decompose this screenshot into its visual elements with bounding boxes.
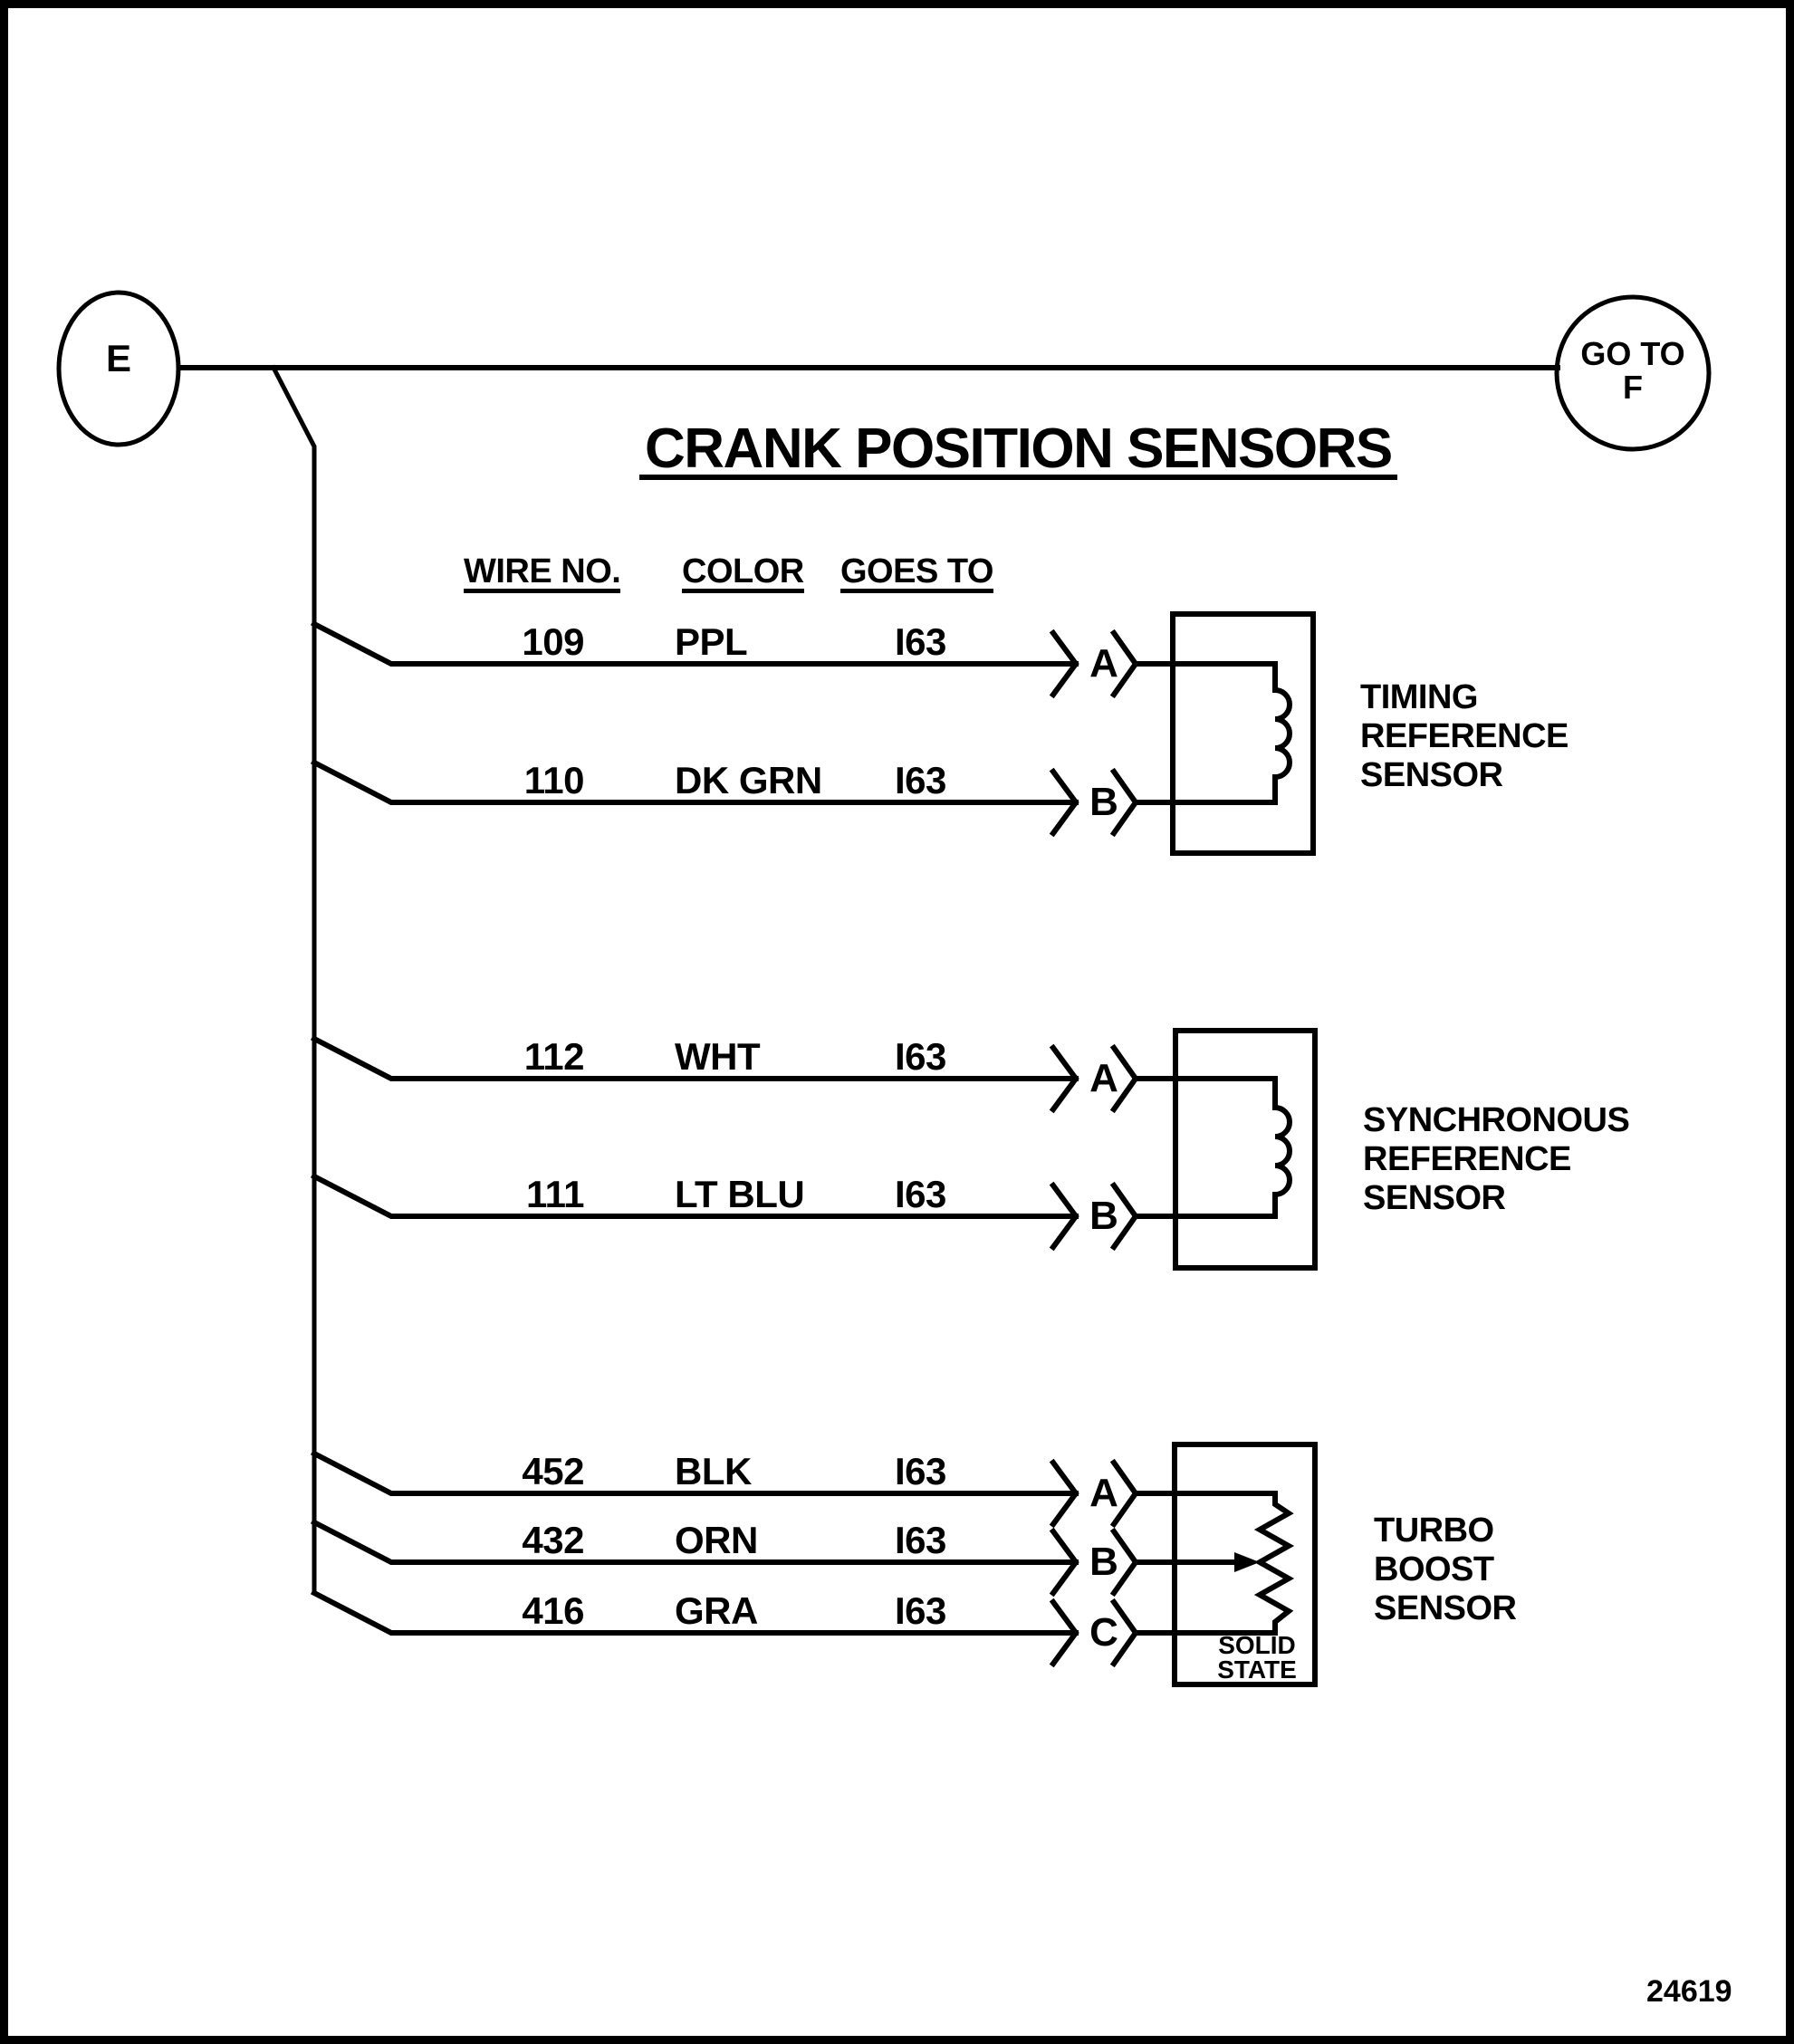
sensor-name-line: TURBO (1374, 1511, 1494, 1550)
header-wire-no: WIRE NO. (464, 554, 620, 593)
wire-number: 110 (523, 759, 584, 801)
sensor-name-line: SENSOR (1374, 1589, 1517, 1627)
node-e-label: E (105, 337, 131, 379)
wire-goes-to: I63 (895, 1035, 946, 1078)
pin-letter: A (1089, 1056, 1118, 1100)
turbo-sensor-wiper-arrowhead (1234, 1552, 1260, 1572)
sensor-name-line: TIMING (1360, 678, 1478, 716)
wire-number: 432 (522, 1519, 584, 1561)
header-goes-to: GOES TO (840, 554, 993, 593)
wire-goes-to: I63 (895, 759, 946, 801)
wire-goes-to: I63 (895, 620, 946, 663)
sensor-name-line: REFERENCE (1360, 717, 1569, 755)
wire-number: 452 (522, 1450, 584, 1492)
wire-number: 109 (522, 620, 584, 663)
goto-f-line2: F (1623, 369, 1643, 406)
pin-letter: A (1089, 1471, 1118, 1515)
solid-state-line1: SOLID (1218, 1631, 1296, 1659)
wire-goes-to: I63 (895, 1589, 946, 1632)
pin-letter: A (1089, 641, 1118, 686)
wire-goes-to: I63 (895, 1173, 946, 1215)
wire-color: BLK (675, 1450, 752, 1492)
pin-letter: B (1089, 1194, 1118, 1238)
synchronous-sensor-label (1363, 1101, 1629, 1218)
node-goto-f-label (1557, 337, 1709, 404)
wire-color: LT BLU (675, 1173, 805, 1215)
pin-letter: B (1089, 1540, 1118, 1584)
wire-number: 111 (526, 1173, 584, 1215)
sensor-name-line: BOOST (1374, 1550, 1494, 1588)
wire-end-chevrons (1053, 633, 1076, 1664)
page-title: CRANK POSITION SENSORS (639, 424, 1397, 480)
sensor-name-line: SENSOR (1363, 1179, 1506, 1217)
sensor-name-line: REFERENCE (1363, 1140, 1571, 1178)
timing-sensor-coil (1136, 664, 1290, 802)
wire-goes-to: I63 (895, 1519, 946, 1561)
harness-trunk-line (273, 368, 314, 1592)
synchronous-sensor-box (1175, 1031, 1315, 1268)
sensor-name-line: SYNCHRONOUS (1363, 1101, 1630, 1139)
goto-f-line1: GO TO (1580, 335, 1685, 372)
wire-color: GRA (675, 1589, 758, 1632)
solid-state-line2: STATE (1217, 1655, 1297, 1684)
synchronous-sensor-coil (1136, 1079, 1290, 1216)
turbo-sensor-label (1374, 1511, 1516, 1628)
solid-state-label (1212, 1633, 1302, 1682)
wire-color: PPL (675, 620, 748, 663)
wire-color: ORN (675, 1519, 758, 1561)
pin-letter: B (1089, 780, 1118, 824)
wire-number: 416 (522, 1589, 584, 1632)
pin-letter: C (1089, 1610, 1118, 1655)
sensor-name-line: SENSOR (1360, 756, 1503, 794)
header-color: COLOR (682, 554, 804, 593)
wire-number: 112 (523, 1035, 584, 1078)
figure-number: 24619 (1646, 1974, 1732, 2009)
wire-color: DK GRN (675, 759, 822, 801)
wire-color: WHT (675, 1035, 761, 1078)
wire-goes-to: I63 (895, 1450, 946, 1492)
timing-sensor-label (1360, 678, 1569, 795)
